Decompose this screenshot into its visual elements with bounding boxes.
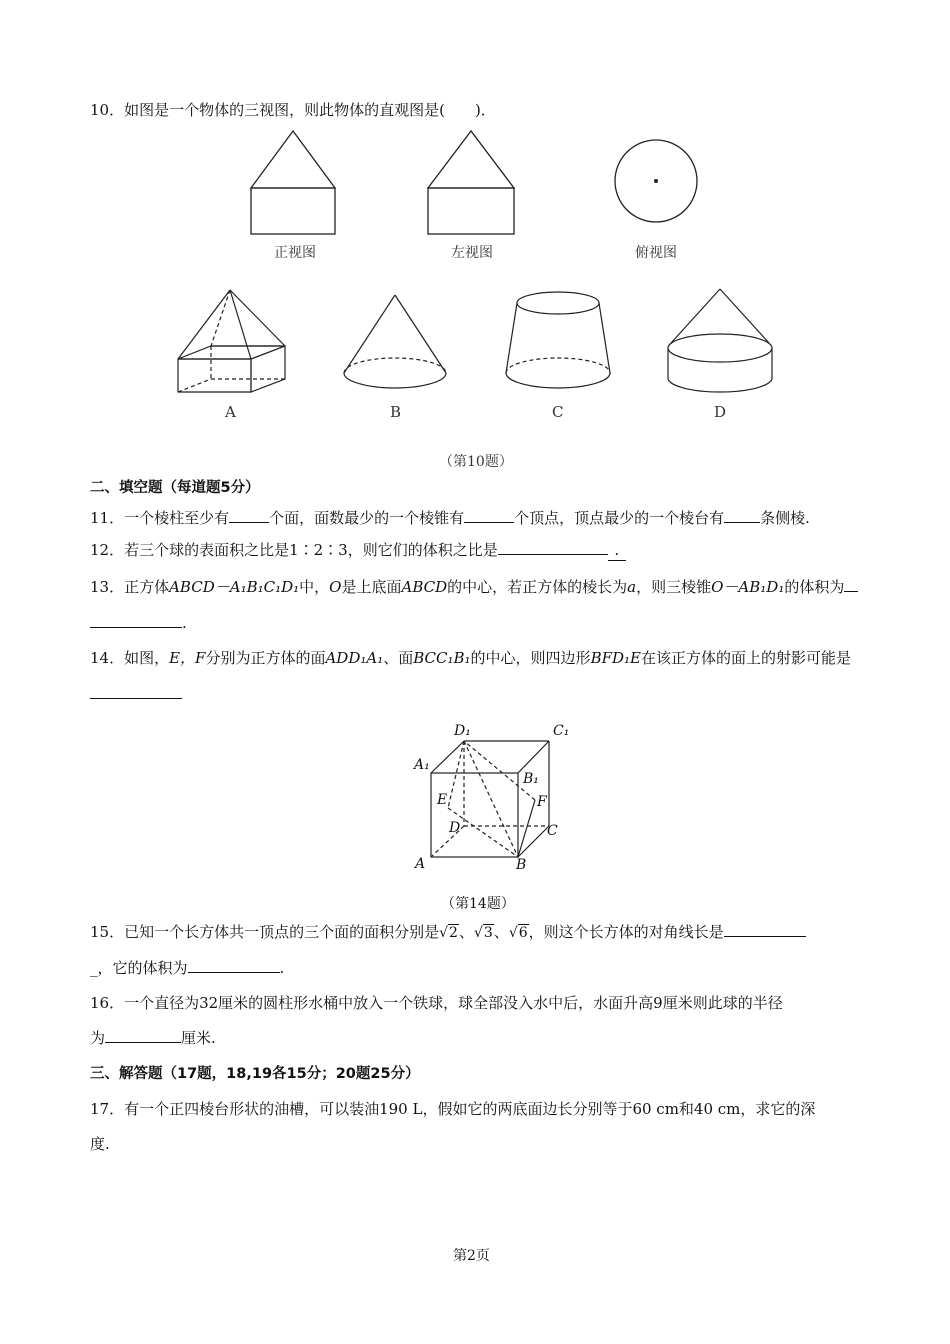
q17-text: 17．有一个正四棱台形状的油槽，可以装油190 L，假如它的两底面边长分别等于60 cm和40 cm，求它的深 [90,1100,816,1118]
sqrt-3: √3 [473,925,493,941]
top-view-drawing [615,140,697,222]
cube-label-a1: A₁ [414,757,430,773]
q14-face-2: BCC₁B₁ [413,649,471,667]
q12-blank[interactable] [498,540,608,555]
q15-part-4: . [279,959,285,977]
q13-line-2 [90,613,187,633]
sqrt-2: √2 [439,925,458,941]
q11-part-4: 条侧棱. [760,509,810,527]
cube-label-c1: C₁ [553,723,570,739]
cube-label-e: E [437,792,448,808]
side-view-drawing [428,131,514,234]
q11-text [90,508,810,528]
option-c-label: C [552,403,564,421]
q13-a: a [627,578,637,596]
q13-blank-1[interactable] [844,577,858,592]
q13-abcd: ABCD [401,578,448,596]
q11-blank-1[interactable] [229,508,269,523]
q14-text [90,648,851,668]
front-view-label: 正视图 [274,245,316,261]
option-a-label: A [225,403,236,421]
q13-solid: ABCD－A₁B₁C₁D₁ [169,578,300,596]
page-footer: 第2页 [453,1248,490,1264]
q14-line-2 [90,684,182,704]
q14-blank[interactable] [90,684,182,699]
q13-part-6: 的体积为 [784,578,845,596]
q15-blank-1[interactable] [724,922,806,937]
cube-figure [431,741,549,857]
front-view-drawing [251,131,335,234]
q14-face-1: ADD₁A₁ [325,649,384,667]
q11-part-1: 11．一个棱柱至少有 [90,509,230,527]
q16-part-2: 为 [90,1029,106,1047]
cube-label-f: F [537,794,547,810]
q13-text [90,577,858,597]
q10-text: 10．如图是一个物体的三视图，则此物体的直观图是( )． [90,101,496,119]
q11-part-3: 个顶点，顶点最少的一个棱台有 [514,509,725,527]
q15-blank-2[interactable] [188,958,280,973]
cube-label-d1: D₁ [454,723,471,739]
q12-part-1: 12．若三个球的表面积之比是1∶2∶3，则它们的体积之比是 [90,541,498,559]
q17-line-2: 度. [90,1135,110,1153]
cube-label-c: C [547,823,558,839]
q14-part-2: 分别为正方体的面 [205,649,326,667]
q16-line-2 [90,1028,216,1048]
q15-text [90,922,806,943]
q16-part-3: 厘米. [181,1029,216,1047]
q16-text: 16．一个直径为32厘米的圆柱形水桶中放入一个铁球，球全部没入水中后，水面升高9厘米则此球的半径 [90,994,783,1012]
q14-part-5: 在该正方体的面上的射影可能是 [640,649,851,667]
q15-part-3: _，它的体积为 [90,959,188,977]
q14-quad: BFD₁E [590,649,641,667]
sqrt-6: √6 [508,925,528,941]
option-c-drawing [506,292,610,388]
section-2-heading: 二、填空题（每道题5分） [90,480,260,496]
option-b-label: B [390,403,402,421]
q10-caption: （第10题） [439,454,513,470]
q14-part-1: 14．如图， [90,649,170,667]
cube-label-b: B [516,857,527,873]
q11-blank-2[interactable] [464,508,514,523]
q13-pyramid: O－AB₁D₁ [711,578,785,596]
q13-part-3: 是上底面 [341,578,402,596]
q12-text [90,540,626,561]
cube-label-d: D [449,820,461,836]
q13-o: O [329,578,342,596]
top-view-label: 俯视图 [635,245,677,261]
cube-label-b1: B₁ [523,771,539,787]
side-view-label: 左视图 [451,245,493,261]
q14-part-3: 、面 [383,649,414,667]
q16-blank[interactable] [105,1028,181,1043]
q12-end: . [608,540,626,561]
cube-label-a: A [415,856,426,872]
q11-blank-3[interactable] [724,508,760,523]
q13-part-5: ，则三棱锥 [636,578,712,596]
q13-part-4: 的中心，若正方体的棱长为 [447,578,628,596]
q14-caption: （第14题） [441,896,515,912]
q13-end: . [182,614,187,632]
option-a-drawing [178,290,285,392]
q13-part-2: 中， [299,578,330,596]
q15-part-2: ，则这个长方体的对角线长是 [528,923,724,941]
option-d-drawing [668,289,772,392]
q15-sep-1: 、 [458,923,474,941]
q15-part-1: 15．已知一个长方体共一顶点的三个面的面积分别是 [90,923,440,941]
q13-part-1: 13．正方体 [90,578,170,596]
q13-blank-2[interactable] [90,613,182,628]
q14-part-4: 的中心，则四边形 [470,649,591,667]
q15-line-2 [90,958,284,978]
q11-part-2: 个面，面数最少的一个棱锥有 [269,509,465,527]
option-b-drawing [344,295,446,388]
q14-ef: E，F [169,649,206,667]
q15-sep-2: 、 [493,923,509,941]
option-d-label: D [714,403,727,421]
section-3-heading: 三、解答题（17题，18,19各15分；20题25分） [90,1066,420,1082]
